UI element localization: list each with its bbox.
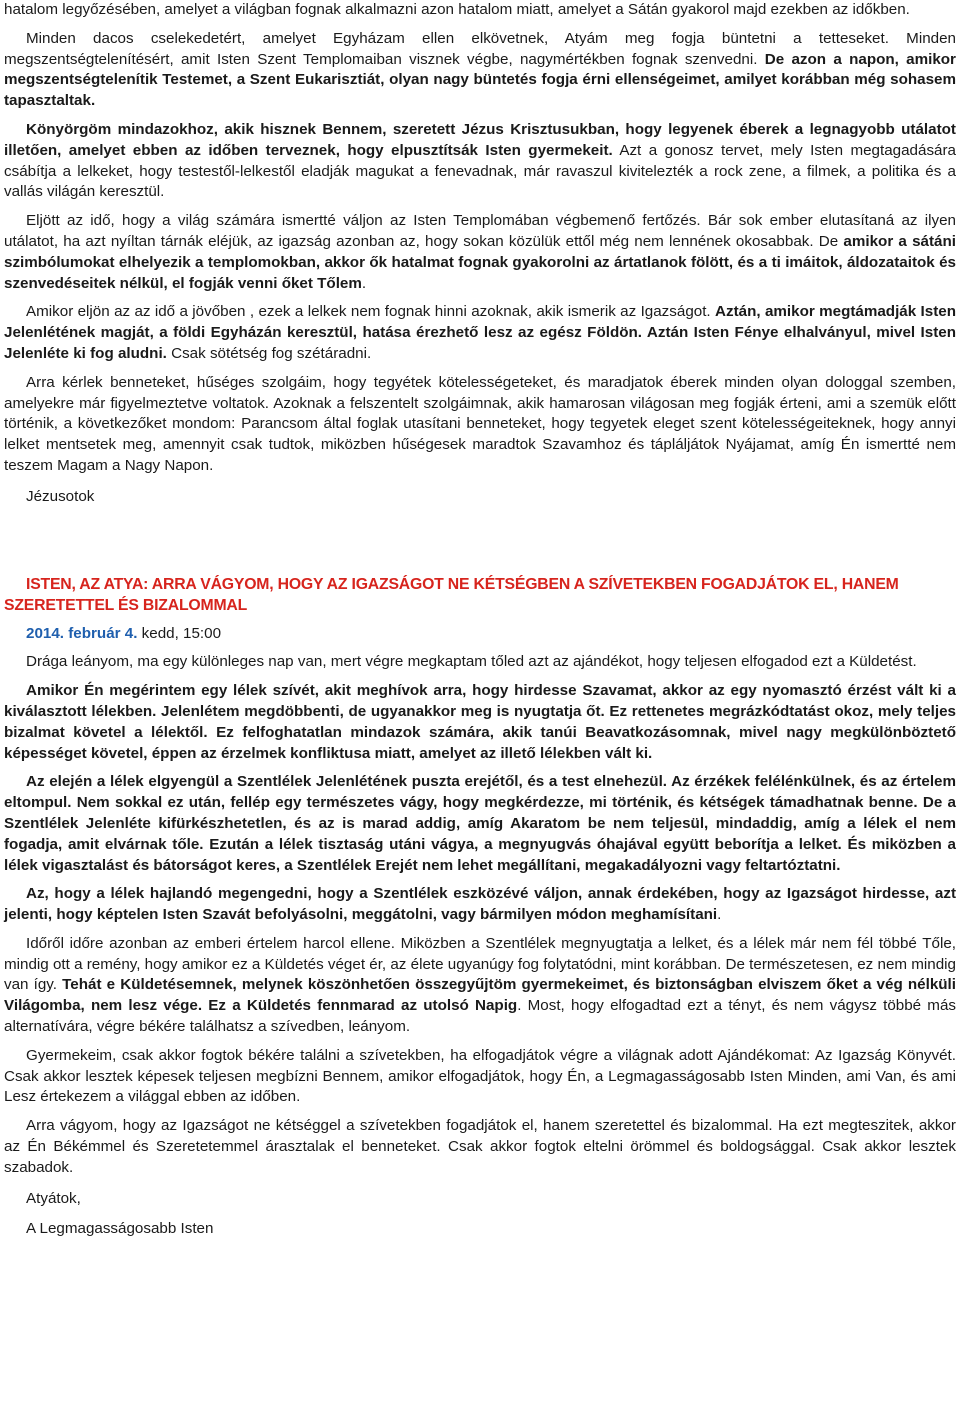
bold-run: Könyörgöm mindazokhoz, akik hisznek Bennem, szeretett Jézus Krisztusukban, hogy legyenek éberek a legnagyobb utálatot illetően, amelyet ebben az időben terveznek, hogy elpusztítsák Isten gyermekeit.: [4, 120, 956, 159]
bold-run: Aztán, amikor megtámadják Isten Jelenlétének magját, a földi Egyházán keresztül, hatása érezhető lesz az egész Földön. Aztán Isten Fénye elhalványul, mivel Isten Jelenléte ki fog aludni.: [4, 303, 957, 362]
paragraph-punishment: [4, 29, 956, 112]
paragraph-peace: Gyermekeim, csak akkor fogtok békére találni a szívetekben, ha elfogadjátok végre a világnak adott Ajándékomat: Az Igazság Könyvét. Csak akkor lesztek képesek teljesen megbízni Bennem, amikor elfogadjátok, hogy Én, a Legmagasságosabb Isten Minden, ami Van, és ami Lesz értekezem a világgal ebben az időben.: [4, 1046, 956, 1106]
paragraph-mission: [4, 934, 956, 1038]
closing-signature: A Legmagasságosabb Isten: [26, 1220, 214, 1238]
message-date: 2014. február 4.: [26, 624, 138, 642]
paragraph-plea: [4, 120, 956, 203]
paragraph-servants: Arra kérlek benneteket, hűséges szolgáim, hogy tegyétek kötelességeteket, és maradjatok éberek minden olyan dologgal szemben, amelyekre már figyelmeztetve voltatok. Azoknak a felszentelt szolgáimnak, akik hamarosan világosan meg fogják érteni, ami a szemük előtt történik, a következőket mondom: Parancsom által foglak utasítani benneteket, hogy tegyetek eleget szent kötelességeiteknek, hogy annyi lelket mentsetek meg, amennyit csak tudtok, miközben hűségesek maradtok Szavamhoz és tápláljátok Nyájamat, amíg Én ismertté nem teszem Magam a Nagy Napon.: [4, 373, 956, 474]
paragraph-instrument: [4, 884, 956, 926]
signature-jesus: Jézusotok: [26, 487, 95, 505]
paragraph-infection: [4, 211, 956, 294]
paragraph-truth: [4, 302, 956, 364]
bold-run: De azon a napon, amikor megszentségtelenítik Testemet, a Szent Eukarisztiát, olyan nagy büntetés fogja érni ellenségeimet, amilyet korábban még sohasem tapasztaltak.: [4, 50, 956, 110]
paragraph-holy-spirit: Az elején a lélek elgyengül a Szentlélek Jelenlétének puszta erejétől, és a test elnehezül. Az érzékek felélénkülnek, és az értelem eltompul. Nem sokkal ez után, fellép egy természetes vágy, hogy megkérdezze, mi történik, és kétségek támadhatnak benne. De a Szentlélek Jelenléte kifürkészhetetlen, és az is marad addig, amíg Akaratom be nem teljesül, mindaddig, amíg a lélek el nem fogadja, amit elvárnak tőle. Ezután a lélek tisztaság utáni vágya, a megnyugvás óhajával együtt beborítja a lelket. És miközben a lélek vigasztalást és bátorságot keres, a Szentlélek Erejét nem lehet megállítani, megakadályozni vagy feltartóztatni.: [4, 773, 956, 874]
bold-run: Az, hogy a lélek hajlandó megengedni, hogy a Szentlélek eszközévé váljon, annak érdekében, hogy az Igazságot hirdesse, azt jelenti, hogy képtelen Isten Szavát befolyásolni, meggátolni, vagy bármilyen módon meghamísítani: [4, 885, 956, 924]
message-heading: ISTEN, AZ ATYA: ARRA VÁGYOM, HOGY AZ IGAZSÁGOT NE KÉTSÉGBEN A SZÍVETEKBEN FOGADJÁTOK EL, HANEM SZERETETTEL ÉS BIZALOMMAL: [4, 575, 899, 614]
text-run: Időről időre azonban az emberi értelem harcol ellene. Miközben a Szentlélek megnyugtatja a lelket, és a lélek már nem fél többé Tőle, mindig ott a remény, hogy amikor ez a Küldetés véget ér, az élete ugyanúgy fog folytatódni, mint korábban. De természetesen, ez nem mindig van így.: [4, 934, 956, 994]
paragraph-continuation: hatalom legyőzésében, amelyet a világban fognak alkalmazni azon hatalom miatt, amelyet a Sátán gyakorol majd ezekben az időkben.: [4, 1, 910, 18]
text-run: Csak sötétség fog szétáradni.: [171, 344, 372, 362]
paragraph-gift: Drága leányom, ma egy különleges nap van, mert végre megkaptam tőled azt az ajándékot, hogy teljesen elfogadod ezt a Küldetést.: [26, 653, 917, 671]
paragraph-trust: Arra vágyom, hogy az Igazságot ne kétséggel a szívetekben fogadjátok el, hanem szeretettel és bizalommal. Ha ezt megteszitek, akkor az Én Békémmel és Szeretetemmel árasztalak el benneteket. Csak akkor fogtok eltelni örömmel és boldogsággal. Csak akkor lesztek szabadok.: [4, 1117, 956, 1176]
message-date-line: [4, 624, 956, 645]
bold-run: amikor a sátáni szimbólumokat elhelyezik a templomokban, akkor ők hatalmat fognak gyakorolni az ártatlanok fölött, és a ti imáitok, áldozataitok és szenvedéseitek nélkül, el fogják venni őket Tőlem: [4, 232, 956, 292]
text-run: Minden dacos cselekedetért, amelyet Egyházam ellen elkövetnek, Atyám meg fogja büntetni a tetteseket. Minden megszentségtelenítésért, amit Isten Szent Templomaiban visznek végbe, nagymértékben fognak szenvedni.: [4, 29, 956, 68]
text-run: Eljött az idő, hogy a világ számára ismertté váljon az Isten Templomában végbemenő fertőzés. Bár sok ember elutasítaná az ilyen utálatot, ha azt nyíltan tárnák eléjük, az igazság azonban az, hogy sokan közülük ettől még nem lennének okosabbak. De: [4, 212, 956, 250]
bold-run: Tehát e Küldetésemnek, melynek köszönhetően összegyűjtöm gyermekeimet, és biztonságban elviszem őket a vég nélküli Világomba, nem lesz vége. Ez a Küldetés fennmarad az utolsó Napig: [4, 976, 956, 1015]
text-run: .: [717, 906, 722, 924]
text-run: . Most, hogy elfogadtad ezt a tényt, és nem vágysz többé más alternatívára, végre békére találhatsz a szívedben, leányom.: [4, 997, 956, 1036]
message-day-time: kedd, 15:00: [137, 624, 222, 642]
closing-father: Atyátok,: [26, 1189, 81, 1207]
paragraph-touch: Amikor Én megérintem egy lélek szívét, akit meghívok arra, hogy hirdesse Szavamat, akkor az egy nyomasztó érzést vált ki a kiválasztott lélekben. Jelenlétem megdöbbenti, de ugyanakkor meg is nyugtatja őt. Ez rettenetes megrázkódtatást okoz, mely teljes bizalmat követel a lélektől. Ez felfoghatatlan mindazok számára, akik tanúi Beavatkozásomnak, mivel nagy megkülönböztető képességet követel, éppen az érzelmek konfliktusa miatt, amelyet az illető lélekben vált ki.: [4, 682, 956, 762]
text-run: .: [361, 274, 367, 292]
text-run: Azt a gonosz tervet, mely Isten megtagadására csábítja a lelkeket, hogy testestől-lelkestől eladják magukat a fenevadnak, már ravaszul kivitelezték a rock zene, a filmek, a politika és a vallás világán keresztül.: [4, 141, 956, 201]
text-run: Amikor eljön az az idő a jövőben , ezek a lelkek nem fognak hinni azoknak, akik ismerik az Igazságot.: [26, 303, 711, 321]
